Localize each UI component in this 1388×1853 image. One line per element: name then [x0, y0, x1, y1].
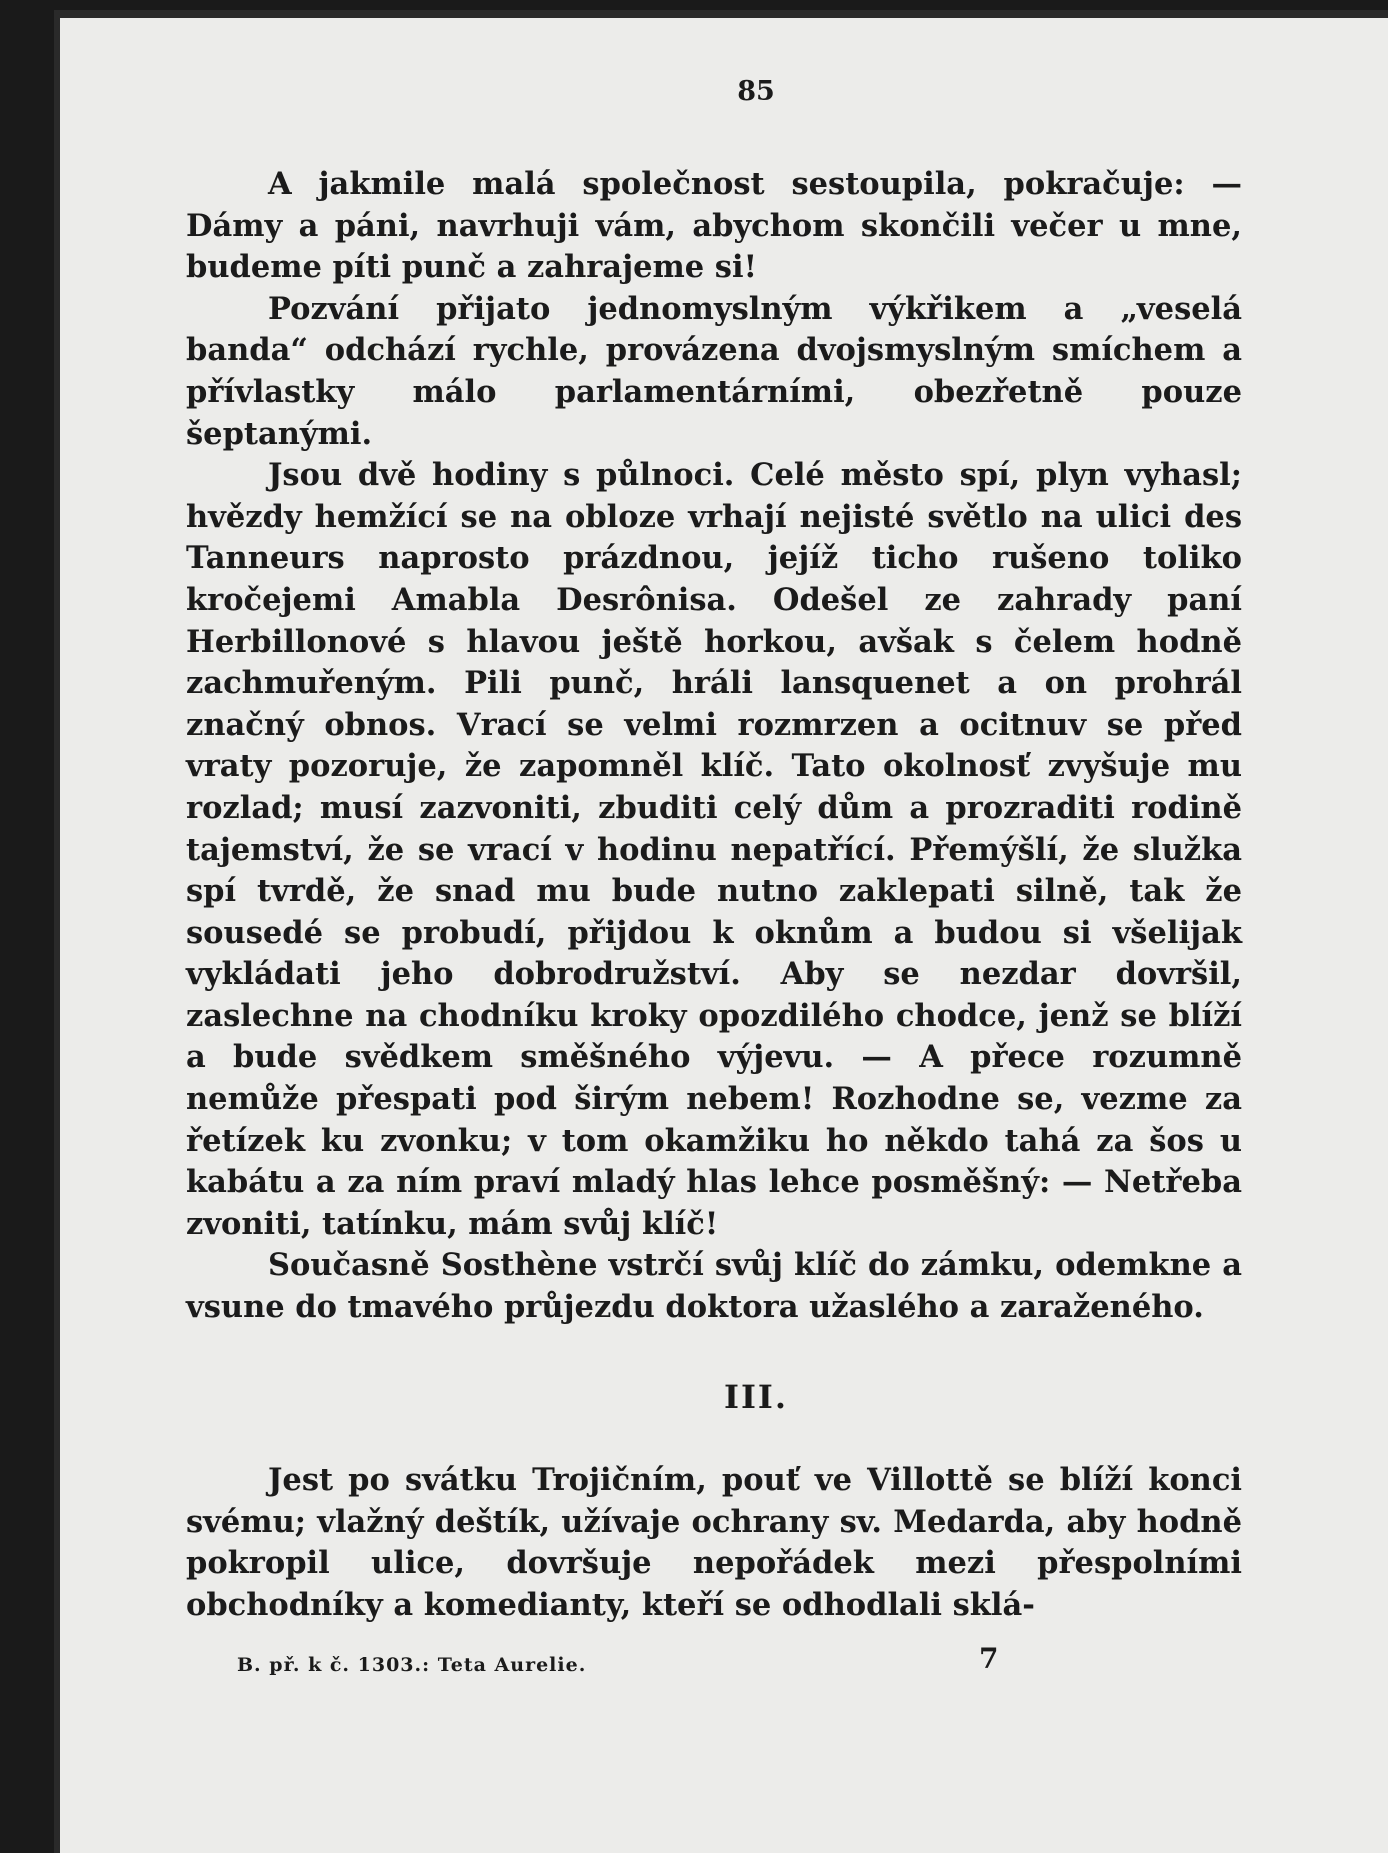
paragraph-5: Jest po svátku Trojičním, pouť ve Villottě se blíží konci svému; vlažný deštík, užívaje ochrany sv. Medarda, aby hodně pokropil ulice, dovršuje nepořádek mezi přespolními obchodníky a komedianty, kteří se odhodlali sklá- — [186, 1462, 1242, 1623]
printer-signature: B. př. k č. 1303.: Teta Aurelie. — [237, 1654, 587, 1676]
section-three-text — [186, 1460, 1242, 1626]
paragraph-3: Jsou dvě hodiny s půlnoci. Celé město spí, plyn vyhasl; hvězdy hemžící se na obloze vrhají nejisté světlo na ulici des Tanneurs naprosto prázdnou, jejíž ticho rušeno toliko kročejemi Amabla Desrônisa. Odešel ze zahrady paní Herbillonové s hlavou ještě horkou, avšak s čelem hodně zachmuřeným. Pili punč, hráli lansquenet a on prohrál značný obnos. Vrací se velmi rozmrzen a ocitnuv se před vraty pozoruje, že zapomněl klíč. Tato okolnosť zvyšuje mu rozlad; musí zazvoniti, zbuditi celý dům a prozraditi rodině tajemství, že se vrací v hodinu nepatřící. Přemýšlí, že služka spí tvrdě, že snad mu bude nutno zaklepati silně, tak že sousedé se probudí, přijdou k oknům a budou si všelijak vykládati jeho dobrodružství. Aby se nezdar dovršil, zaslechne na chodníku kroky opozdilého chodce, jenž se blíží a bude svědkem směšného výjevu. — A přece rozumně nemůže přespati pod širým nebem! Rozhodne se, vezme za řetízek ku zvonku; v tom okamžiku ho někdo tahá za šos u kabátu a za ním praví mladý hlas lehce posměšný: — Netřeba zvoniti, tatínku, mám svůj klíč! — [186, 457, 1242, 1242]
book-page — [54, 10, 1388, 1853]
paragraph-2: Pozvání přijato jednomyslným výkřikem a „veselá banda“ odchází rychle, provázena dvojsmyslným smíchem a přívlastky málo parlamentárními, obezřetně pouze šeptanými. — [186, 290, 1242, 452]
page-number: 85 — [737, 76, 775, 107]
paragraph-4: Současně Sosthène vstrčí svůj klíč do zámku, odemkne a vsune do tmavého průjezdu doktora užaslého a zaraženého. — [186, 1247, 1242, 1326]
paragraph-1: A jakmile malá společnost sestoupila, pokračuje: — Dámy a páni, navrhuji vám, abychom skončili večer u mne, budeme píti punč a zahrajeme si! — [186, 166, 1242, 286]
section-two-text — [186, 164, 1242, 1329]
section-heading: III. — [723, 1378, 789, 1416]
sheet-number: 7 — [979, 1642, 999, 1675]
